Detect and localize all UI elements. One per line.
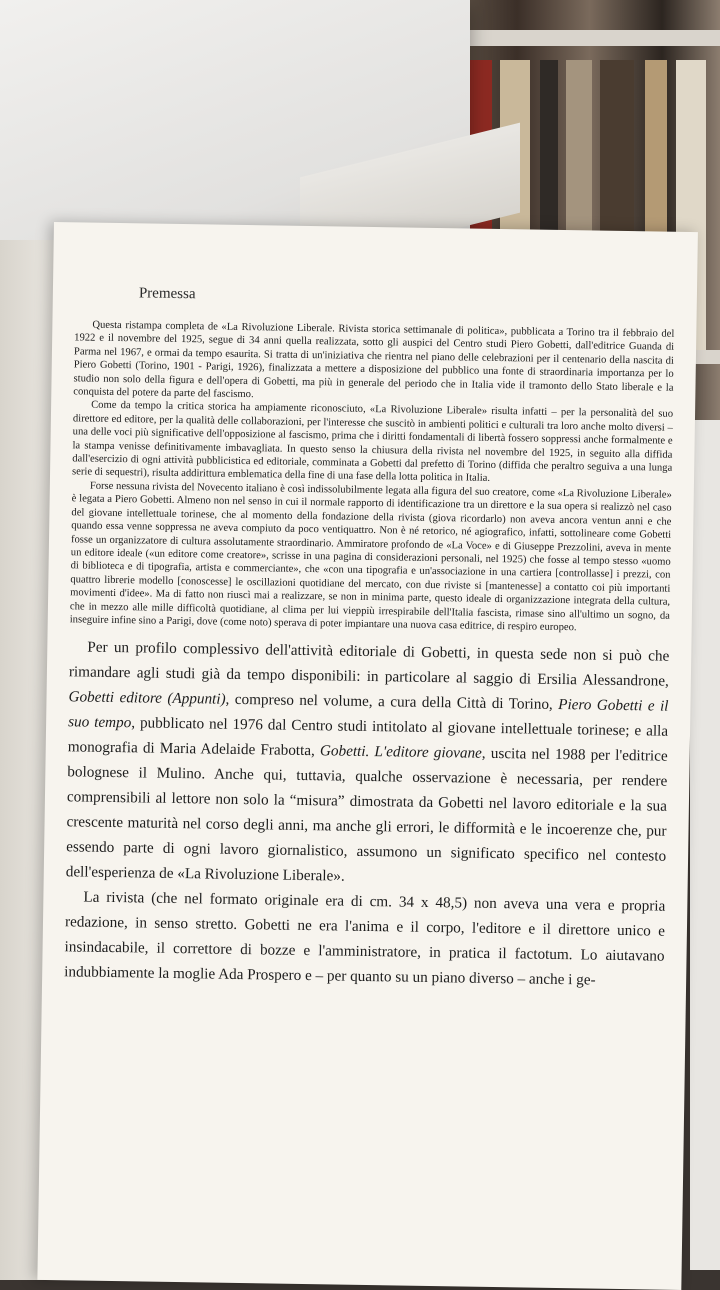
background-card [690,420,720,1270]
main-paragraphs [64,635,669,994]
citation-title: Gobetti. L'editore giovane [319,742,483,763]
text-run: , uscita nel 1988 per l'editrice bolognese il Mulino. Anche qui, tuttavia, qualche osservazione è necessaria, per rendere comprensibili al lettore non solo la “misura” dimostrata da Gobetti nel lavoro editoriale e la sua crescente maturità nel corso degli anni, ma anche gli errori, le difformità e le incoerenze che, pur essendo parte di ogni lavoro giornalistico, assumono un significato specifico nel contesto dell'esperienza de «La Rivoluzione Liberale». [65,745,668,885]
paragraph: La rivista (che nel formato originale era di cm. 34 x 48,5) non aveva una vera e propria redazione, in senso stretto. Gobetti ne era l'anima e il corpo, l'editore e il direttore unico e insindacabile, il correttore di bozze e l'amministratore, in pratica il factotum. Lo aiutavano indubbiamente la moglie Ada Prospero e – per quanto su un piano diverso – anche i ge- [64,888,666,989]
paragraph [66,635,670,894]
citation-title: Gobetti editore (Appunti) [68,688,226,709]
paragraph: Come da tempo la critica storica ha ampiamente riconosciuto, «La Rivoluzione Liberale» risulta infatti – per la personalità del suo direttore ed editore, per la qualità delle collaborazioni, per l'interesse che suscitò in ambienti politici e culturali tra loro anche molto diversi – una delle voci più significative dell'opposizione al fascismo, prima che i diritti fondamentali di libertà fossero soppressi anche formalmente e la stampa venisse definitivamente imbavagliata. In questo senso la chiusura della rivista nel novembre del 1925, in seguito alla diffida dall'esercizio di ogni attività pubblicistica ed editoriale, comminata a Gobetti dal prefetto di Torino (diffida che peraltro seguiva a una lunga serie di sequestri), risulta addirittura emblematica della fine di una fase della lotta politica in Italia. [71,400,674,485]
paragraph: Questa ristampa completa de «La Rivoluzione Liberale. Rivista storica settimanale di politica», pubblicata a Torino tra il febbraio del 1922 e il novembre del 1925, segue di 34 anni quella realizzata, sotto gli auspici del Centro studi Piero Gobetti, dall'editrice Guanda di Parma nel 1967, e ormai da tempo esaurita. Si tratta di un'iniziativa che rientra nel piano delle celebrazioni per il centenario della nascita di Piero Gobetti (Torino, 1901 - Parigi, 1926), finalizzata a mettere a disposizione del pubblico una fonte di straordinaria importanza per lo studio non solo della figura e dell'opera di Gobetti, ma più in generale del periodo che in Italia vide il tramonto dello Stato liberale e la conquista del potere da parte del fascismo. [73,319,675,401]
shelf-board [430,30,720,46]
intro-paragraphs [70,318,675,636]
text-run: , pubblicato nel 1976 dal Centro studi intitolato al giovane intellettuale torinese; e alla monografia di Maria Adelaide Frabotta, [67,714,669,760]
paragraph: Forse nessuna rivista del Novecento italiano è così indissolubilmente legata alla figura del suo creatore, come «La Rivoluzione Liberale» è legata a Piero Gobetti. Almeno non nel senso in cui il normale rapporto di identificazione tra un direttore e la sua opera si realizzò nel caso del giovane intellettuale torinese, che al momento della fondazione della rivista (giova ricordarlo) non aveva ancora ventun anni e che quando essa venne soppressa ne aveva compiuto da poco ventiquattro. Non è né retorico, né agiografico, infatti, sottolineare come Gobetti fosse un organizzatore di cultura assolutamente straordinario. Ammiratore profondo de «La Voce» e di Giuseppe Prezzolini, aveva in mente un editore ideale («un editore come creatore», scrisse in una pagina di considerazioni personali, nel 1925) che fosse al tempo stesso «uomo di biblioteca e di tipografia, artista e commerciante», che «con una tipografia e un'associazione in una cartiera [controllasse] i prezzi, con quattro librerie modello [conoscesse] le oscillazioni quotidiane del mercato, con due riviste si [mantenesse] a contatto coi più importanti movimenti d'idee». Ma di fatto non riuscì mai a realizzare, se non in minima parte, questo ideale di organizzazione integrata della cultura, che in mezzo alle mille difficoltà quotidiane, al clima per lui vieppiù irrespirabile dell'Italia fascista, rimase sino all'ultimo un sogno, da inseguire infine sino a Parigi, dove (come noto) sperava di poter impiantare una nuova casa editrice, di respiro europeo. [69,480,672,634]
page-heading: Premessa [138,285,196,303]
citation-title: Piero Gobetti e il suo tempo [68,696,669,732]
page-body [64,318,674,994]
book-page [37,222,698,1290]
text-run: , compreso nel volume, a cura della Città di Torino, [225,691,559,714]
text-run: Per un profilo complessivo dell'attività editoriale di Gobetti, in questa sede non si può che rimandare agli studi già da tempo disponibili: in particolare al saggio di Ersilia Alessandrone, [68,638,670,691]
